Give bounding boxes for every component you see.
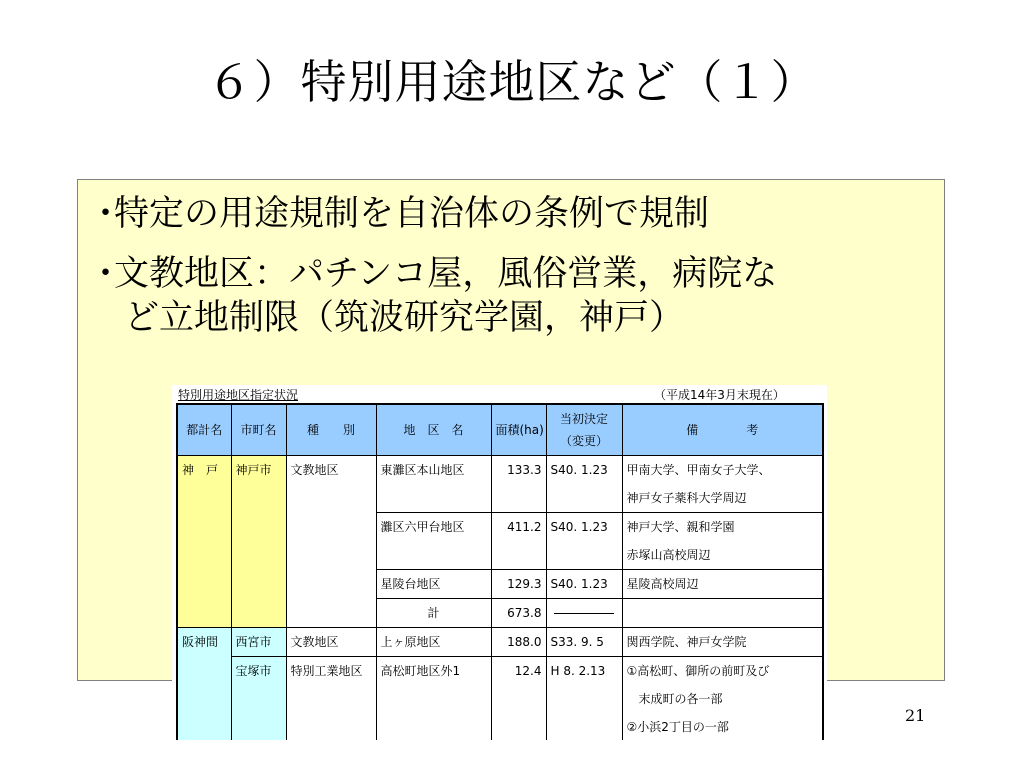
slide-title: ６）特別用途地区など（１） [206,55,818,109]
cell-district: 灘区六甲台地区 [376,513,491,570]
cell-type: 文教地区 [286,628,376,657]
header-remarks: 備 考 [622,404,823,456]
remarks-line: 末成町の各一部 [638,692,723,706]
remarks-line: 神戸大学、親和学園 [626,520,735,534]
cell-remarks: 星陵高校周辺 [622,570,823,599]
cell-city-plan: 神 戸 [177,456,231,628]
cell-district: 上ヶ原地区 [376,628,491,657]
cell-decision: S40. 1.23 [546,456,622,513]
district-table-image [172,385,827,740]
remarks-line: 甲南大学、甲南女子大学、 [626,463,771,477]
cell-decision: H 8. 2.13 [546,657,622,741]
bullet-dot: ・ [88,194,124,234]
cell-district: 高松町地区外1 [376,657,491,741]
cell-decision: S33. 9. 5 [546,628,622,657]
cell-total-area: 673.8 [491,599,546,628]
cell-decision-empty [546,599,622,628]
header-district: 地 区 名 [376,404,491,456]
table-row [177,657,823,741]
cell-decision: S40. 1.23 [546,570,622,599]
table-title: 特別用途地区指定状況 [178,388,299,402]
cell-district: 東灘区本山地区 [376,456,491,513]
header-decision-line2: （変更） [559,434,608,448]
header-municipality: 市町名 [231,404,286,456]
cell-area: 188.0 [491,628,546,657]
cell-decision: S40. 1.23 [546,513,622,570]
header-decision-line1: 当初決定 [559,412,608,426]
header-type: 種 別 [286,404,376,456]
page-number: 21 [905,706,926,725]
cell-municipality: 神戸市 [231,456,286,628]
cell-remarks [622,456,823,513]
remarks-line: 神戸女子薬科大学周辺 [626,491,747,505]
cell-type: 文教地区 [286,456,376,628]
table-date-note: （平成14年3月末現在） [654,388,785,402]
cell-remarks-empty [622,599,823,628]
header-city-plan: 都計名 [177,404,231,456]
cell-area: 411.2 [491,513,546,570]
cell-area: 12.4 [491,657,546,741]
header-area: 面積(ha) [491,404,546,456]
cell-municipality: 宝塚市 [231,657,286,741]
district-table [176,403,824,740]
bullet-dot: ・ [88,254,124,294]
cell-area: 129.3 [491,570,546,599]
cell-area: 133.3 [491,456,546,513]
cell-city-plan: 阪神間 [177,628,231,741]
table-row [177,456,823,513]
remarks-line: 赤塚山高校周辺 [626,548,711,562]
table-row [177,628,823,657]
bullet-2 [88,252,777,296]
cell-remarks [622,657,823,741]
cell-district: 星陵台地区 [376,570,491,599]
cell-total-label: 計 [376,599,491,628]
bullet-1 [88,192,709,236]
cell-remarks [622,513,823,570]
cell-municipality: 西宮市 [231,628,286,657]
cell-remarks: 関西学院、神戸女学院 [622,628,823,657]
bullet-2-continuation: ど立地制限（筑波研究学園，神戸） [124,298,685,338]
bullet-2-text: 文教地区：パチンコ屋，風俗営業，病院な [114,254,778,294]
dash-line [554,613,614,614]
header-decision [546,404,622,456]
cell-type: 特別工業地区 [286,657,376,741]
remarks-line: ①高松町、御所の前町及び [626,664,770,678]
bullet-1-text: 特定の用途規制を自治体の条例で規制 [114,194,710,234]
remarks-line: ②小浜2丁目の一部 [626,720,729,734]
table-header-row [177,404,823,456]
